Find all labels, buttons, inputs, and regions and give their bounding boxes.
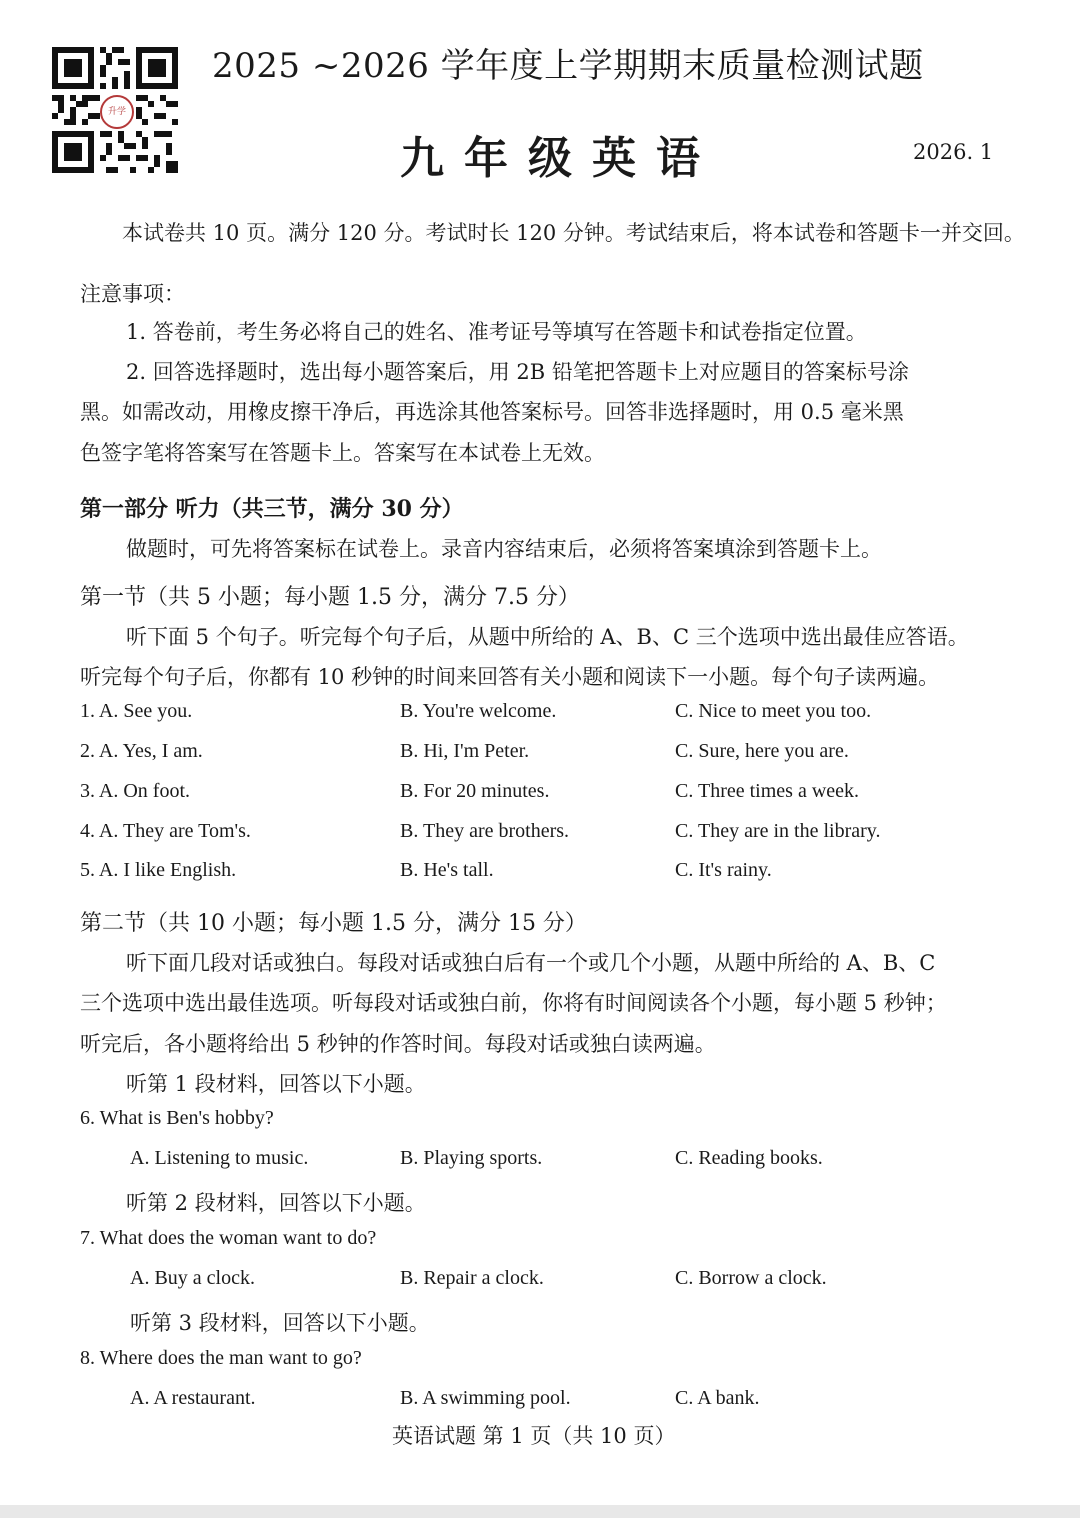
- material-2-prompt: 听第 2 段材料，回答以下小题。: [126, 1191, 426, 1215]
- q8-stem: 8. Where does the man want to go?: [80, 1347, 362, 1369]
- q7-option-b: B. Repair a clock.: [400, 1267, 544, 1289]
- q8-option-c: C. A bank.: [675, 1387, 760, 1409]
- q6-option-c: C. Reading books.: [675, 1147, 823, 1169]
- q7-option-a: A. Buy a clock.: [130, 1267, 255, 1289]
- section1-heading: 第一节（共 5 小题；每小题 1.5 分，满分 7.5 分）: [80, 585, 580, 610]
- page-bottom-edge: [0, 1505, 1080, 1518]
- q5-option-a: 5. A. I like English.: [80, 859, 237, 881]
- section2-instruction-line-2: 三个选项中选出最佳选项。听每段对话或独白前，你将有时间阅读各个小题，每小题 5 秒钟；: [80, 991, 947, 1015]
- notes-item-2-line-3: 色签字笔将答案写在答题卡上。答案写在本试卷上无效。: [80, 441, 605, 465]
- section1-instruction-line-2: 听完每个句子后，你都有 10 秒钟的时间来回答有关小题和阅读下一小题。每个句子读两遍。: [80, 665, 940, 689]
- q5-option-b: B. He's tall.: [400, 859, 494, 881]
- q5-option-c: C. It's rainy.: [675, 859, 772, 881]
- part1-instruction: 做题时，可先将答案标在试卷上。录音内容结束后，必须将答案填涂到答题卡上。: [126, 537, 882, 561]
- part1-heading: 第一部分 听力（共三节，满分 30 分）: [80, 496, 464, 522]
- qr-logo-stamp: 升学: [100, 95, 134, 129]
- material-1-prompt: 听第 1 段材料，回答以下小题。: [126, 1072, 426, 1096]
- q1-option-a: 1. A. See you.: [80, 700, 193, 722]
- q2-option-b: B. Hi, I'm Peter.: [400, 740, 530, 762]
- qr-code-icon: [52, 47, 178, 173]
- section2-instruction-line-1: 听下面几段对话或独白。每段对话或独白后有一个或几个小题，从题中所给的 A、B、C: [126, 951, 936, 975]
- intro-text: 本试卷共 10 页。满分 120 分。考试时长 120 分钟。考试结束后，将本试卷和答题卡一并交回。: [122, 221, 1025, 245]
- q1-option-b: B. You're welcome.: [400, 700, 557, 722]
- q6-stem: 6. What is Ben's hobby?: [80, 1107, 274, 1129]
- q3-option-b: B. For 20 minutes.: [400, 780, 550, 802]
- q6-option-a: A. Listening to music.: [130, 1147, 309, 1169]
- exam-date: 2026. 1: [913, 140, 994, 164]
- q1-option-c: C. Nice to meet you too.: [675, 700, 872, 722]
- notes-item-1: 1. 答卷前，考生务必将自己的姓名、准考证号等填写在答题卡和试卷指定位置。: [126, 320, 867, 344]
- exam-subtitle: 九年级英语: [400, 133, 720, 184]
- material-3-prompt: 听第 3 段材料，回答以下小题。: [130, 1311, 430, 1335]
- page-footer: 英语试题 第 1 页（共 10 页）: [392, 1424, 676, 1448]
- q4-option-a: 4. A. They are Tom's.: [80, 820, 251, 842]
- q2-option-a: 2. A. Yes, I am.: [80, 740, 203, 762]
- section2-heading: 第二节（共 10 小题；每小题 1.5 分，满分 15 分）: [80, 911, 587, 936]
- notes-item-2-line-2: 黑。如需改动，用橡皮擦干净后，再选涂其他答案标号。回答非选择题时，用 0.5 毫米黑: [80, 400, 904, 424]
- q7-option-c: C. Borrow a clock.: [675, 1267, 827, 1289]
- exam-title: 2025 ~2026 学年度上学期期末质量检测试题: [212, 46, 924, 86]
- q8-option-a: A. A restaurant.: [130, 1387, 256, 1409]
- q4-option-c: C. They are in the library.: [675, 820, 881, 842]
- notes-item-2-line-1: 2. 回答选择题时，选出每小题答案后，用 2B 铅笔把答题卡上对应题目的答案标号涂: [126, 360, 909, 384]
- notes-heading: 注意事项：: [80, 282, 185, 306]
- q2-option-c: C. Sure, here you are.: [675, 740, 849, 762]
- q3-option-c: C. Three times a week.: [675, 780, 860, 802]
- section2-instruction-line-3: 听完后，各小题将给出 5 秒钟的作答时间。每段对话或独白读两遍。: [80, 1032, 716, 1056]
- q6-option-b: B. Playing sports.: [400, 1147, 543, 1169]
- q4-option-b: B. They are brothers.: [400, 820, 570, 842]
- q8-option-b: B. A swimming pool.: [400, 1387, 571, 1409]
- q7-stem: 7. What does the woman want to do?: [80, 1227, 377, 1249]
- section1-instruction-line-1: 听下面 5 个句子。听完每个句子后，从题中所给的 A、B、C 三个选项中选出最佳应答语。: [126, 625, 969, 649]
- q3-option-a: 3. A. On foot.: [80, 780, 190, 802]
